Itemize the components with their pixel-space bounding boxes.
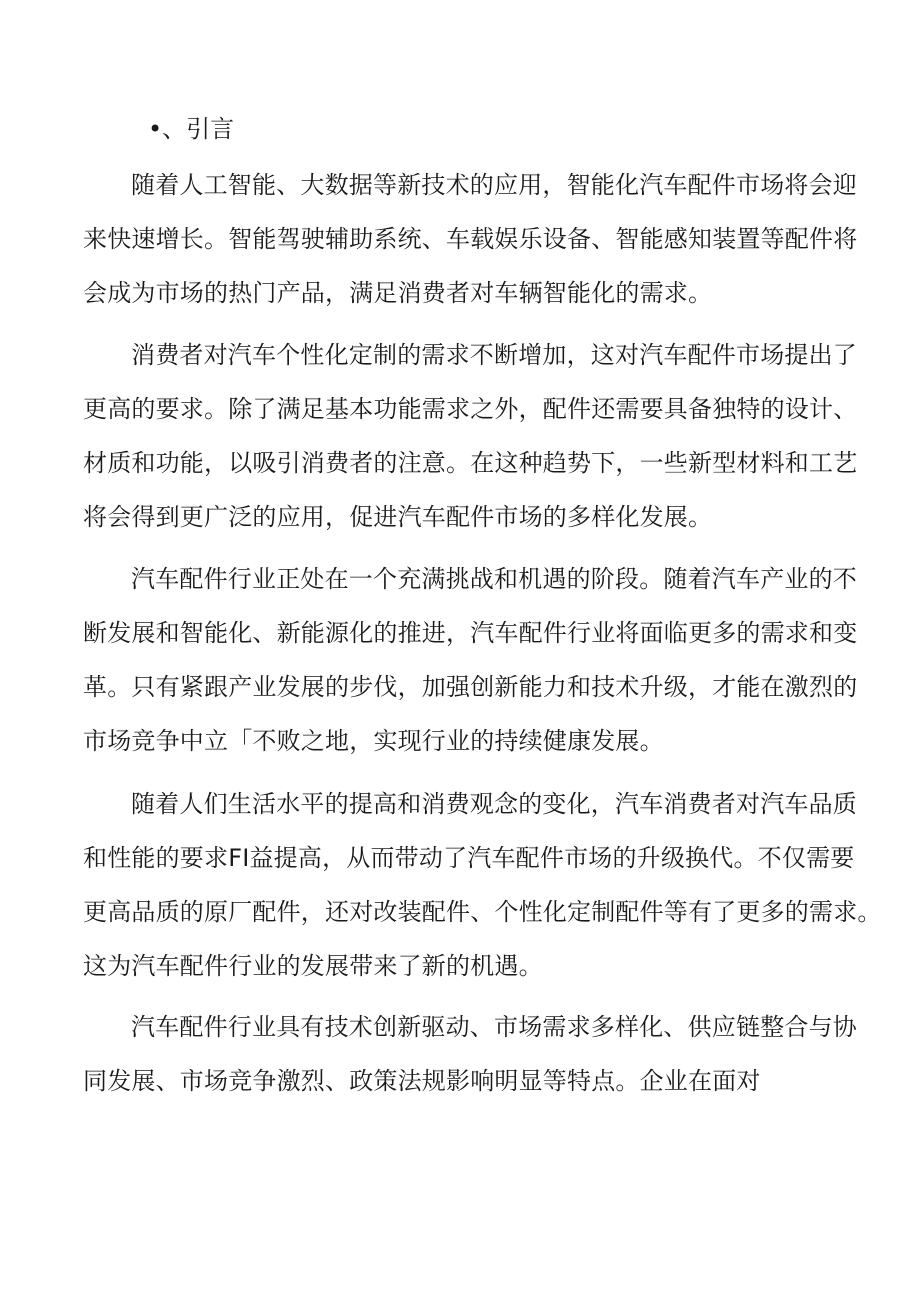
paragraph-line: 消费者对汽车个性化定制的需求不断增加，这对汽车配件市场提出了 — [131, 341, 857, 369]
paragraph-line: 市场竞争中立「不败之地，实现行业的持续健康发展。 — [83, 727, 664, 755]
paragraph-line: 汽车配件行业具有技术创新驱动、市场需求多样化、供应链整合与协 — [131, 1013, 857, 1041]
paragraph-line: 同发展、市场竞争激烈、政策法规影响明显等特点。企业在面对 — [83, 1067, 761, 1095]
paragraph-5 — [83, 1000, 857, 1108]
paragraph-line: 将会得到更广泛的应用，促进汽车配件市场的多样化发展。 — [83, 503, 713, 531]
paragraph-4 — [83, 777, 882, 993]
paragraph-line: 汽车配件行业正处在一个充满挑战和机遇的阶段。随着汽车产业的不 — [131, 565, 857, 593]
paragraph-line: 更高品质的原厂配件，还对改装配件、个性化定制配件等有了更多的需求。 — [83, 898, 882, 926]
section-heading: •、引言 — [148, 115, 235, 143]
paragraph-1 — [83, 158, 858, 320]
paragraph-line: 会成为市场的热门产品，满足消费者对车辆智能化的需求。 — [83, 279, 713, 307]
paragraph-line: 更高的要求。除了满足基本功能需求之外，配件还需要具备独特的设计、 — [83, 395, 858, 423]
paragraph-line: 和性能的要求FI益提高，从而带动了汽车配件市场的升级换代。不仅需要 — [83, 844, 855, 872]
paragraph-line: 材质和功能，以吸引消费者的注意。在这种趋势下，一些新型材料和工艺 — [83, 449, 858, 477]
paragraph-line: 断发展和智能化、新能源化的推进，汽车配件行业将面临更多的需求和变 — [83, 619, 858, 647]
paragraph-line: 来快速增长。智能驾驶辅助系统、车载娱乐设备、智能感知装置等配件将 — [83, 225, 858, 253]
paragraph-line: 革。只有紧跟产业发展的步伐，加强创新能力和技术升级，才能在激烈的 — [83, 673, 858, 701]
paragraph-line: 这为汽车配件行业的发展带来了新的机遇。 — [83, 952, 543, 980]
paragraph-line: 随着人们生活水平的提高和消费观念的变化，汽车消费者对汽车品质 — [131, 790, 857, 818]
paragraph-line: 随着人工智能、大数据等新技术的应用，智能化汽车配件市场将会迎 — [131, 171, 857, 199]
paragraph-3 — [83, 552, 858, 768]
paragraph-2 — [83, 328, 858, 544]
